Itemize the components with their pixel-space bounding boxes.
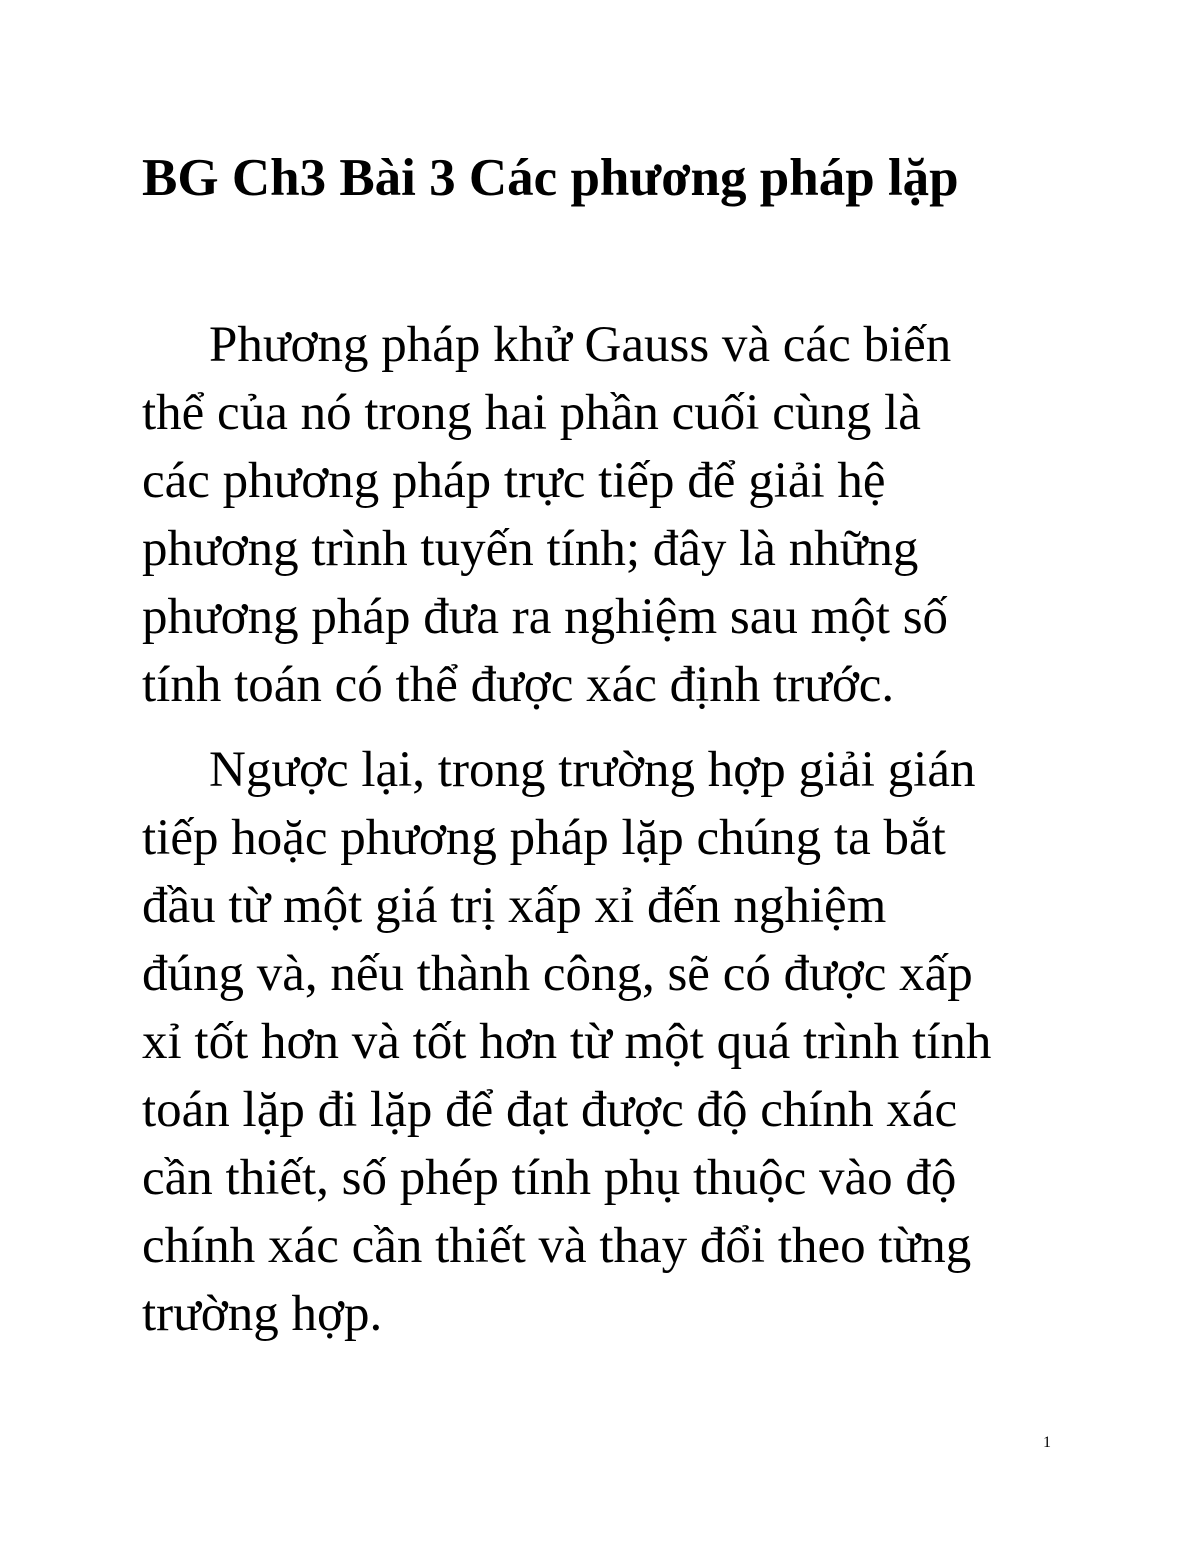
paragraph-2-line: tiếp hoặc phương pháp lặp chúng ta bắt	[142, 810, 946, 866]
paragraph-2-line: toán lặp đi lặp để đạt được độ chính xác	[142, 1082, 958, 1138]
paragraph-2-line: đầu từ một giá trị xấp xỉ đến nghiệm	[142, 878, 887, 934]
paragraph-1-line: các phương pháp trực tiếp để giải hệ	[142, 453, 886, 509]
paragraph-1-line: phương trình tuyến tính; đây là những	[142, 521, 919, 577]
paragraph-1-line: tính toán có thể được xác định trước.	[142, 657, 895, 713]
paragraph-1	[142, 311, 951, 719]
paragraph-2-line: Ngược lại, trong trường hợp giải gián	[209, 742, 976, 798]
paragraph-2-line: đúng và, nếu thành công, sẽ có được xấp	[142, 946, 973, 1002]
paragraph-2-line: cần thiết, số phép tính phụ thuộc vào độ	[142, 1150, 957, 1206]
paragraph-1-line: phương pháp đưa ra nghiệm sau một số	[142, 589, 949, 645]
paragraph-2-line: chính xác cần thiết và thay đổi theo từng	[142, 1218, 972, 1274]
paragraph-2-line: trường hợp.	[142, 1286, 383, 1342]
paragraph-2	[142, 736, 991, 1348]
paragraph-1-line: Phương pháp khử Gauss và các biến	[209, 317, 952, 373]
page-number: 1	[1043, 1434, 1051, 1451]
paragraph-1-line: thể của nó trong hai phần cuối cùng là	[142, 385, 921, 441]
document-title: BG Ch3 Bài 3 Các phương pháp lặp	[142, 149, 959, 207]
paragraph-2-line: xỉ tốt hơn và tốt hơn từ một quá trình tính	[142, 1014, 992, 1070]
